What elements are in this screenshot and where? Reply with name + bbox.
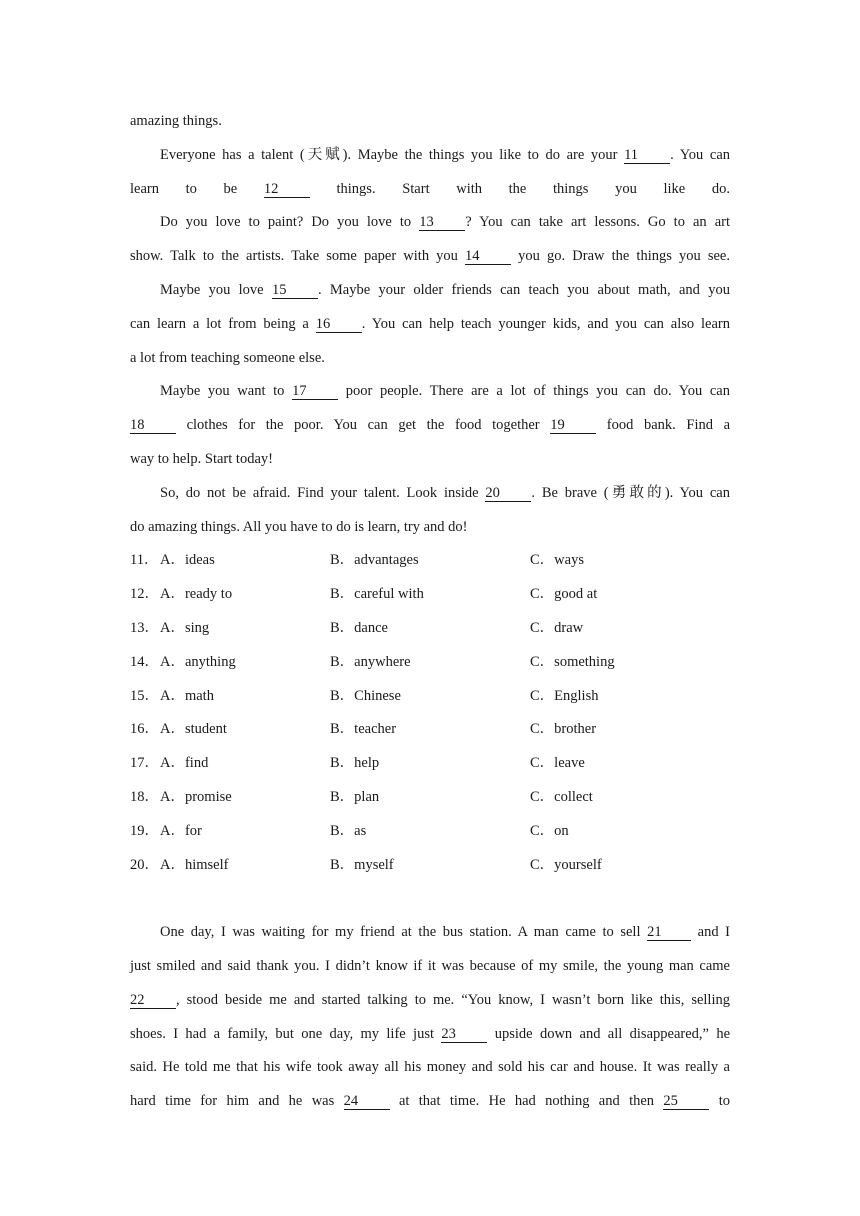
option-c[interactable]: C．good at	[530, 586, 598, 603]
option-a[interactable]: A．ready to	[160, 586, 233, 603]
option-c[interactable]: C．yourself	[530, 856, 602, 873]
option-b[interactable]: B．careful with	[330, 586, 424, 603]
passage-line: 18 clothes for the poor. You can get the food together 19 food bank. Find a	[130, 417, 730, 434]
question-number: 17．	[130, 755, 159, 772]
section-gap	[130, 885, 730, 919]
question-row	[130, 852, 730, 886]
option-b[interactable]: B．as	[330, 822, 367, 839]
question-row	[130, 547, 730, 581]
passage-line: do amazing things. All you have to do is learn, try and do!	[130, 518, 468, 535]
passage-line: shoes. I had a family, but one day, my life just 23 upside down and all disappeared,” he	[130, 1025, 731, 1042]
option-a[interactable]: A．for	[160, 822, 202, 839]
passage-line: So, do not be afraid. Find your talent. Look inside 20 . Be brave (勇敢的). You can	[160, 484, 730, 501]
passage-line: Maybe you love 15 . Maybe your older friends can teach you about math, and you	[160, 281, 730, 298]
passage-line: hard time for him and he was 24 at that time. He had nothing and then 25 to	[130, 1093, 731, 1110]
question-number: 13．	[130, 619, 159, 636]
passage-line: Maybe you want to 17 poor people. There are a lot of things you can do. You can	[160, 383, 730, 400]
passage-line: 22 , stood beside me and started talking to me. “You know, I wasn’t born like this, selling	[130, 991, 730, 1008]
blank-20[interactable]: 20	[485, 485, 531, 502]
question-number: 12．	[130, 586, 159, 603]
question-row	[130, 716, 730, 750]
option-b[interactable]: B．help	[330, 755, 380, 772]
blank-12[interactable]: 12	[264, 181, 310, 198]
question-number: 15．	[130, 687, 159, 704]
blank-16[interactable]: 16	[316, 316, 362, 333]
option-a[interactable]: A．himself	[160, 856, 229, 873]
question-row	[130, 784, 730, 818]
blank-18[interactable]: 18	[130, 417, 176, 434]
question-number: 11．	[130, 552, 159, 569]
blank-17[interactable]: 17	[292, 383, 338, 400]
question-row	[130, 818, 730, 852]
option-c[interactable]: C．on	[530, 822, 569, 839]
blank-25[interactable]: 25	[663, 1093, 709, 1110]
question-row	[130, 750, 730, 784]
option-b[interactable]: B．dance	[330, 619, 388, 636]
blank-13[interactable]: 13	[419, 214, 465, 231]
question-row	[130, 683, 730, 717]
passage-line: One day, I was waiting for my friend at the bus station. A man came to sell 21 and I	[160, 924, 731, 941]
option-c[interactable]: C．leave	[530, 755, 585, 772]
option-c[interactable]: C．collect	[530, 788, 593, 805]
option-b[interactable]: B．anywhere	[330, 653, 411, 670]
question-number: 19．	[130, 822, 159, 839]
question-list	[130, 547, 730, 885]
blank-15[interactable]: 15	[272, 282, 318, 299]
option-b[interactable]: B．plan	[330, 788, 380, 805]
option-c[interactable]: C．something	[530, 653, 615, 670]
passage-line: can learn a lot from being a 16 . You can help teach younger kids, and you can also learn	[130, 315, 731, 332]
passage-line: Everyone has a talent (天赋). Maybe the things you like to do are your 11 . You can	[160, 146, 731, 163]
option-a[interactable]: A．anything	[160, 653, 236, 670]
option-c[interactable]: C．draw	[530, 619, 584, 636]
worksheet-page	[130, 108, 730, 1122]
blank-23[interactable]: 23	[441, 1026, 487, 1043]
option-a[interactable]: A．promise	[160, 788, 232, 805]
option-b[interactable]: B．myself	[330, 856, 394, 873]
passage-line: show. Talk to the artists. Take some paper with you 14 you go. Draw the things you see.	[130, 248, 730, 265]
blank-11[interactable]: 11	[624, 147, 670, 164]
question-row	[130, 581, 730, 615]
option-c[interactable]: C．ways	[530, 552, 584, 569]
question-number: 20．	[130, 856, 159, 873]
question-number: 14．	[130, 653, 159, 670]
option-a[interactable]: A．math	[160, 687, 214, 704]
option-c[interactable]: C．English	[530, 687, 599, 704]
option-b[interactable]: B．teacher	[330, 721, 397, 738]
passage-line: said. He told me that his wife took away all his money and sold his car and house. It was really a	[130, 1059, 730, 1076]
blank-24[interactable]: 24	[344, 1093, 390, 1110]
blank-22[interactable]: 22	[130, 992, 176, 1009]
passage-line: just smiled and said thank you. I didn’t know if it was because of my smile, the young man came	[130, 957, 730, 974]
option-b[interactable]: B．Chinese	[330, 687, 401, 704]
passage-line: way to help. Start today!	[130, 450, 273, 467]
passage-line: amazing things.	[130, 113, 222, 129]
option-a[interactable]: A．ideas	[160, 552, 215, 569]
passage-line: a lot from teaching someone else.	[130, 349, 325, 366]
option-c[interactable]: C．brother	[530, 721, 597, 738]
blank-21[interactable]: 21	[647, 924, 691, 941]
blank-19[interactable]: 19	[550, 417, 596, 434]
question-row	[130, 615, 730, 649]
question-number: 16．	[130, 721, 159, 738]
passage-line: learn to be 12 things. Start with the things you like do.	[130, 180, 730, 197]
blank-14[interactable]: 14	[465, 248, 511, 265]
option-b[interactable]: B．advantages	[330, 552, 419, 569]
option-a[interactable]: A．student	[160, 721, 227, 738]
option-a[interactable]: A．find	[160, 755, 209, 772]
question-number: 18．	[130, 788, 159, 805]
option-a[interactable]: A．sing	[160, 619, 210, 636]
question-row	[130, 649, 730, 683]
passage-line: Do you love to paint? Do you love to 13 ? You can take art lessons. Go to an art	[160, 214, 730, 231]
